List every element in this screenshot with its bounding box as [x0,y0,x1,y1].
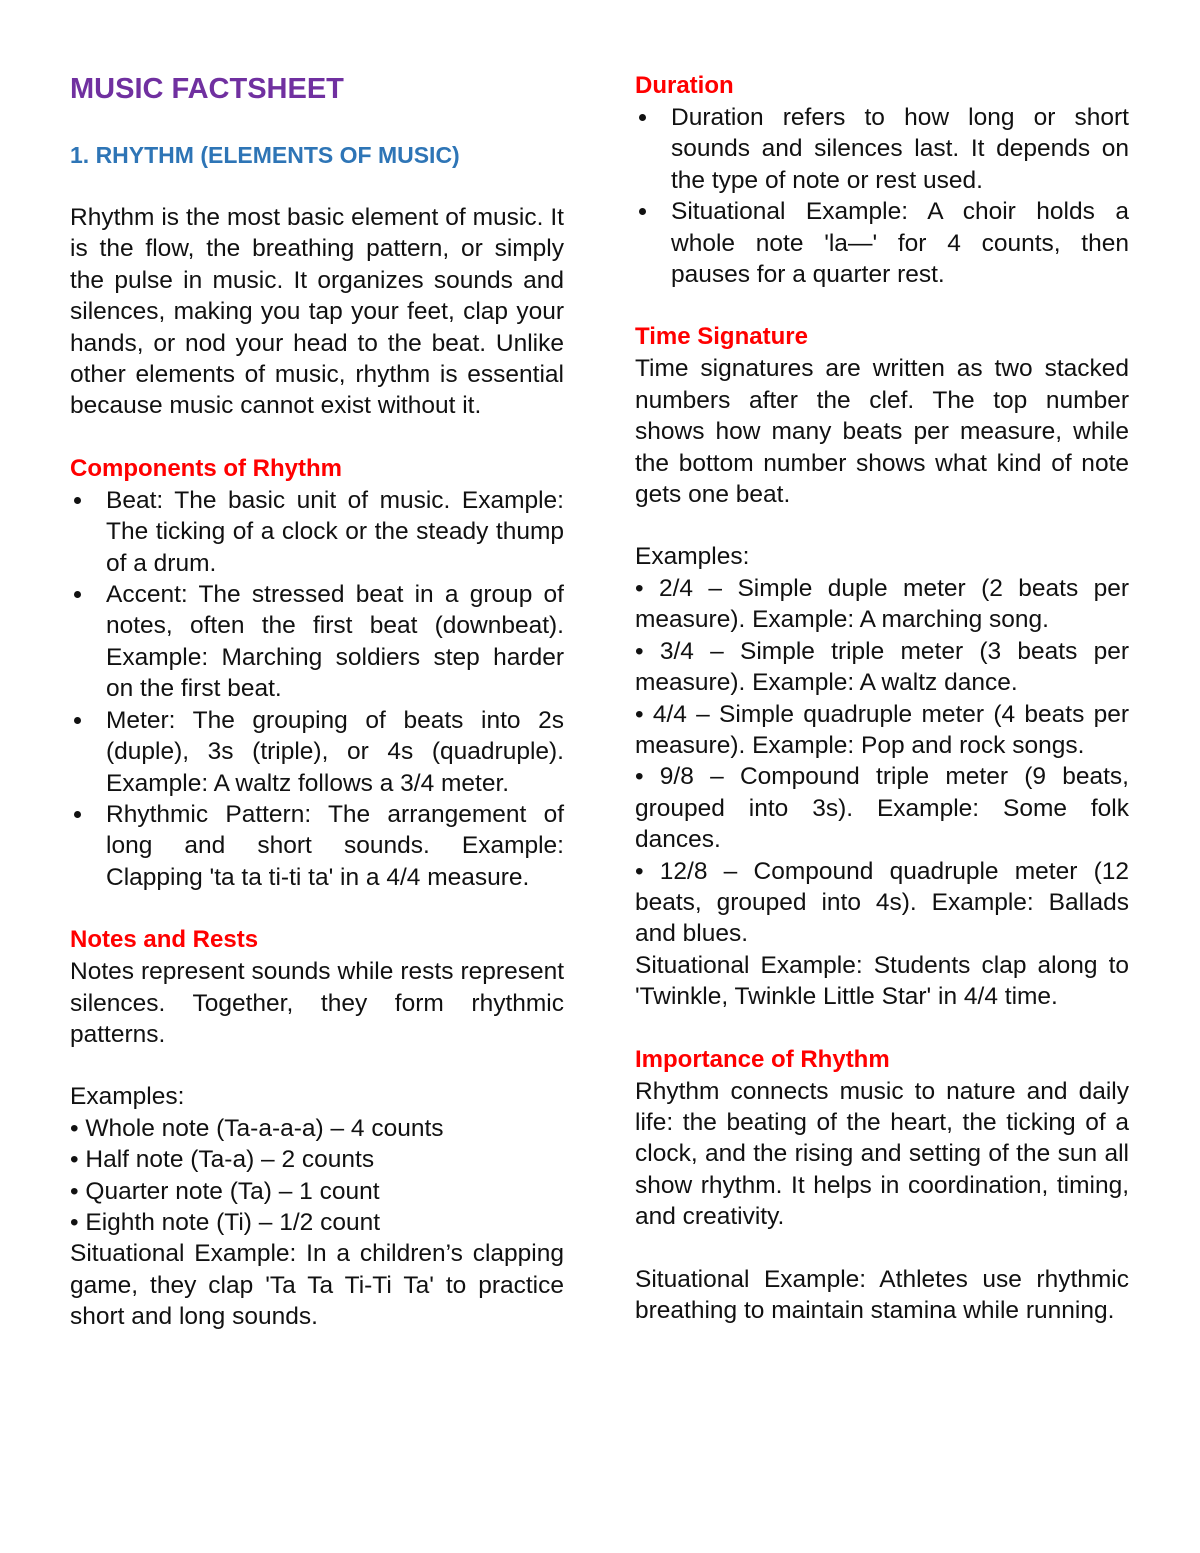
time-signature-paragraph: Time signatures are written as two stacked numbers after the clef. The top number shows how many beats per measure, while the bottom number shows what kind of note gets one beat. [635,355,1129,509]
importance-heading: Importance of Rhythm [635,1045,890,1073]
time-signature-example: • 4/4 – Simple quadruple meter (4 beats per measure). Example: Pop and rock songs. [635,700,1129,759]
section-heading-rhythm: 1. RHYTHM (ELEMENTS OF MUSIC) [70,142,460,168]
importance-paragraph: Rhythm connects music to nature and daily life: the beating of the heart, the ticking of a clock, and the rising and setting of the sun all show rhythm. It helps in coordination, timing, and creativity. [635,1077,1129,1231]
time-signature-example: • 12/8 – Compound quadruple meter (12 beats, grouped into 4s). Example: Ballads and blues. [635,857,1129,948]
components-list [70,485,564,893]
examples-label: Examples: [635,543,750,571]
list-item: Rhythmic Pattern: The arrangement of long and short sounds. Example: Clapping 'ta ta ti-ti ta' in a 4/4 measure. [70,799,564,893]
notes-rests-heading: Notes and Rests [70,926,259,954]
document-title: MUSIC FACTSHEET [70,73,344,105]
list-item: Beat: The basic unit of music. Example: The ticking of a clock or the steady thump of a drum. [70,485,564,579]
note-example: • Half note (Ta-a) – 2 counts [70,1146,375,1174]
list-item: Meter: The grouping of beats into 2s (duple), 3s (triple), or 4s (quadruple). Example: A waltz follows a 3/4 meter. [70,705,564,799]
right-column [635,70,1129,1326]
examples-label: Examples: [70,1083,185,1111]
note-example: • Whole note (Ta-a-a-a) – 4 counts [70,1114,444,1142]
components-heading: Components of Rhythm [70,454,342,482]
left-column [70,70,564,1333]
notes-rests-paragraph: Notes represent sounds while rests represent silences. Together, they form rhythmic patterns. [70,958,564,1048]
time-signature-example: • 3/4 – Simple triple meter (3 beats per measure). Example: A waltz dance. [635,637,1129,697]
time-signature-example: • 9/8 – Compound triple meter (9 beats, grouped into 3s). Example: Some folk dances. [635,763,1129,854]
importance-situational-example: Situational Example: Athletes use rhythmic breathing to maintain stamina while running. [635,1265,1129,1324]
rhythm-intro-paragraph: Rhythm is the most basic element of music. It is the flow, the breathing pattern, or simply the pulse in music. It organizes sounds and silences, making you tap your feet, clap your hands, or nod your head to the beat. Unlike other elements of music, rhythm is essential because music cannot exist without it. [70,204,564,420]
note-example: • Quarter note (Ta) – 1 count [70,1177,380,1205]
time-signature-heading: Time Signature [635,323,808,351]
notes-situational-example: Situational Example: In a children’s clapping game, they clap 'Ta Ta Ti-Ti Ta' to practice short and long sounds. [70,1240,564,1331]
list-item: Situational Example: A choir holds a whole note 'la—' for 4 counts, then pauses for a quarter rest. [635,196,1129,290]
list-item: Accent: The stressed beat in a group of notes, often the first beat (downbeat). Example: Marching soldiers step harder on the first beat. [70,579,564,705]
list-item: Duration refers to how long or short sounds and silences last. It depends on the type of note or rest used. [635,102,1129,196]
duration-list [635,102,1129,290]
time-signature-example: • 2/4 – Simple duple meter (2 beats per measure). Example: A marching song. [635,574,1129,634]
duration-heading: Duration [635,72,734,99]
time-signature-situational-example: Situational Example: Students clap along to 'Twinkle, Twinkle Little Star' in 4/4 time. [635,951,1129,1011]
note-example: • Eighth note (Ti) – 1/2 count [70,1208,381,1236]
